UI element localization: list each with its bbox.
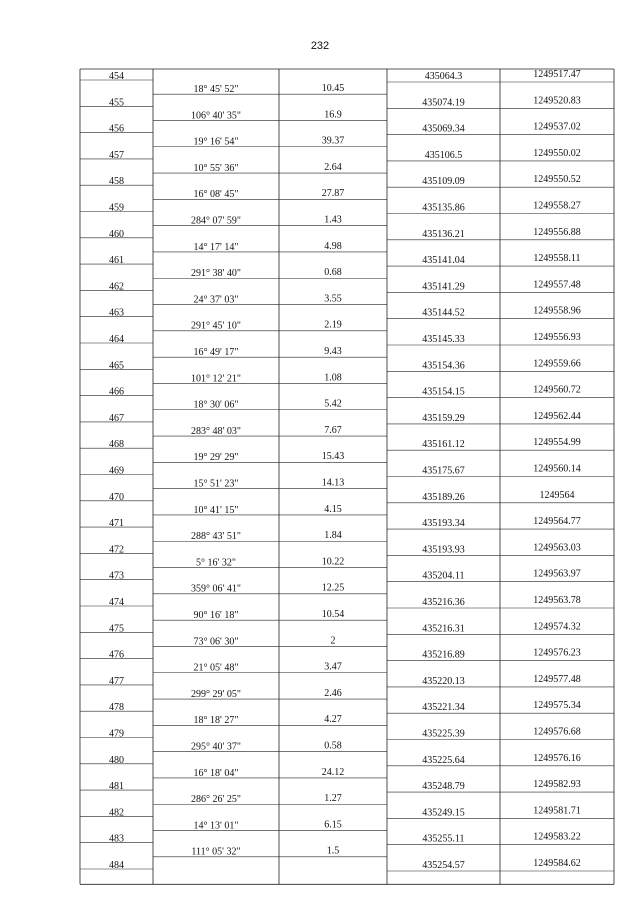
bearing-angle: 21° 05' 48" <box>193 662 239 674</box>
point-number: 484 <box>109 860 124 871</box>
bearing-angle: 295° 40' 37" <box>191 741 241 753</box>
segment-distance: 9.43 <box>324 346 342 357</box>
coordinate-y: 1249554.99 <box>533 437 581 449</box>
coordinate-y: 1249574.32 <box>533 621 581 633</box>
point-number: 457 <box>109 149 124 161</box>
point-number: 454 <box>109 71 124 82</box>
coordinate-x: 435064.3 <box>424 71 463 82</box>
coordinate-x: 435221.34 <box>422 702 465 714</box>
segment-distance: 4.15 <box>324 503 342 515</box>
coordinate-x: 435216.89 <box>422 649 465 661</box>
coordinate-x: 435109.09 <box>422 176 465 188</box>
bearing-angle: 101° 12' 21" <box>191 373 241 385</box>
point-number: 476 <box>109 649 124 661</box>
point-number: 472 <box>109 544 124 556</box>
coordinate-x: 435141.04 <box>422 255 465 267</box>
segment-distance: 3.47 <box>324 661 342 673</box>
coordinate-x: 435216.36 <box>422 597 465 608</box>
coordinate-x: 435154.15 <box>422 386 465 398</box>
point-number: 460 <box>109 228 124 240</box>
coordinate-y: 1249583.22 <box>533 831 581 843</box>
point-number: 480 <box>109 754 124 766</box>
coordinate-y: 1249584.62 <box>533 858 581 869</box>
bearing-angle: 19° 16' 54" <box>193 136 239 148</box>
segment-distance: 0.58 <box>324 740 342 752</box>
coordinate-x: 435074.19 <box>422 97 465 109</box>
coordinate-y: 1249576.16 <box>533 752 581 764</box>
segment-distance: 4.98 <box>324 240 342 252</box>
coordinate-y: 1249557.48 <box>533 279 581 291</box>
coordinate-x: 435144.52 <box>422 307 465 319</box>
segment-distance: 14.13 <box>321 477 345 489</box>
bearing-angle: 18° 30' 06" <box>193 399 239 411</box>
bearing-angle: 18° 18' 27" <box>193 715 239 727</box>
coordinate-x: 435175.67 <box>422 465 465 477</box>
coordinate-x: 435106.5 <box>424 149 463 161</box>
bearing-angle: 18° 45' 52" <box>193 84 239 95</box>
coordinate-y: 1249537.02 <box>533 121 581 133</box>
segment-distance: 4.27 <box>324 714 342 726</box>
segment-distance: 10.54 <box>321 609 345 620</box>
coordinate-y: 1249558.11 <box>533 253 581 265</box>
coordinate-x: 435141.29 <box>422 281 465 293</box>
point-number: 471 <box>109 518 124 530</box>
coordinate-y: 1249563.78 <box>533 595 581 606</box>
segment-distance: 1.43 <box>324 214 342 226</box>
bearing-angle: 10° 55' 36" <box>193 162 239 174</box>
point-number: 473 <box>109 570 124 582</box>
bearing-angle: 16° 49' 17" <box>193 347 239 358</box>
coordinate-x: 435135.86 <box>422 202 465 214</box>
coordinate-y: 1249550.52 <box>533 174 581 186</box>
coordinate-y: 1249563.97 <box>533 568 581 580</box>
bearing-angle: 16° 18' 04" <box>193 767 239 779</box>
bearing-angle: 291° 38' 40" <box>191 268 241 280</box>
point-number: 464 <box>109 334 124 345</box>
bearing-angle: 16° 08' 45" <box>193 189 239 201</box>
point-number: 463 <box>109 307 124 319</box>
coordinate-y: 1249520.83 <box>533 95 581 107</box>
coordinate-x: 435189.26 <box>422 491 465 503</box>
bearing-angle: 286° 26' 25" <box>191 794 241 806</box>
segment-distance: 2.64 <box>324 161 342 173</box>
point-number: 483 <box>109 833 124 845</box>
coordinate-x: 435225.39 <box>422 728 465 740</box>
segment-distance: 1.5 <box>326 845 340 857</box>
coordinate-y: 1249582.93 <box>533 779 581 791</box>
bearing-angle: 14° 17' 14" <box>193 241 239 253</box>
point-number: 459 <box>109 202 124 214</box>
coordinate-x: 435255.11 <box>422 833 465 845</box>
coordinate-x: 435136.21 <box>422 228 465 240</box>
coordinate-x: 435161.12 <box>422 439 465 451</box>
point-number: 477 <box>109 675 124 687</box>
point-number: 456 <box>109 123 124 135</box>
bearing-angle: 90° 16' 18" <box>193 610 239 621</box>
coordinate-y: 1249556.88 <box>533 226 581 238</box>
segment-distance: 10.45 <box>321 83 345 94</box>
coordinate-y: 1249559.66 <box>533 358 581 370</box>
segment-distance: 5.42 <box>324 398 342 410</box>
segment-distance: 1.84 <box>324 530 342 542</box>
segment-distance: 16.9 <box>324 109 342 121</box>
point-number: 474 <box>109 597 124 608</box>
bearing-angle: 24° 37' 03" <box>193 294 239 306</box>
coordinate-y: 1249558.96 <box>533 305 581 317</box>
coordinate-y: 1249576.68 <box>533 726 581 738</box>
coordinate-x: 435248.79 <box>422 781 465 793</box>
bearing-angle: 111° 05' 32" <box>191 846 241 858</box>
coordinate-x: 435216.31 <box>422 623 465 635</box>
point-number: 478 <box>109 702 124 714</box>
point-number: 481 <box>109 781 124 793</box>
point-number: 467 <box>109 412 124 424</box>
bearing-angle: 359° 06' 41" <box>191 583 241 595</box>
segment-distance: 6.15 <box>324 819 342 831</box>
segment-distance: 27.87 <box>321 188 345 200</box>
coordinate-x: 435225.64 <box>422 754 465 766</box>
bearing-angle: 284° 07' 59" <box>191 215 241 227</box>
segment-distance: 10.22 <box>321 556 345 568</box>
segment-distance: 3.55 <box>324 293 342 305</box>
coordinate-x: 435145.33 <box>422 334 465 345</box>
point-number: 458 <box>109 176 124 188</box>
coordinate-y: 1249560.72 <box>533 384 581 396</box>
bearing-angle: 291° 45' 10" <box>191 320 241 332</box>
coordinate-y: 1249562.44 <box>533 410 581 422</box>
segment-distance: 2 <box>330 635 336 647</box>
coordinate-x: 435193.34 <box>422 518 465 530</box>
bearing-angle: 106° 40' 35" <box>191 110 241 122</box>
coordinate-y: 1249577.48 <box>533 673 581 685</box>
point-number: 461 <box>109 255 124 267</box>
bearing-angle: 5° 16' 32" <box>196 557 236 569</box>
point-number: 479 <box>109 728 124 740</box>
point-number: 466 <box>109 386 124 398</box>
segment-distance: 24.12 <box>321 766 345 778</box>
coordinate-y: 1249564.77 <box>533 516 581 528</box>
coordinate-x: 435193.93 <box>422 544 465 556</box>
coordinate-y: 1249581.71 <box>533 805 581 817</box>
point-number: 465 <box>109 360 124 372</box>
bearing-angle: 10° 41' 15" <box>193 504 239 516</box>
segment-distance: 0.68 <box>324 267 342 279</box>
coordinate-y: 1249556.93 <box>533 332 581 343</box>
segment-distance: 1.08 <box>324 372 342 384</box>
point-number: 469 <box>109 465 124 477</box>
coordinate-y: 1249558.27 <box>533 200 581 212</box>
segment-distance: 2.46 <box>324 687 342 699</box>
bearing-angle: 299° 29' 05" <box>191 688 241 700</box>
bearing-angle: 288° 43' 51" <box>191 531 241 543</box>
segment-distance: 2.19 <box>324 319 342 331</box>
coordinate-x: 435204.11 <box>422 570 465 582</box>
bearing-angle: 15° 51' 23" <box>193 478 239 490</box>
coordinate-y: 1249560.14 <box>533 463 581 475</box>
point-number: 462 <box>109 281 124 293</box>
coordinate-x: 435249.15 <box>422 807 465 819</box>
bearing-angle: 19° 29' 29" <box>193 452 239 464</box>
segment-distance: 7.67 <box>324 424 342 436</box>
coordinate-y: 1249564 <box>539 489 575 501</box>
bearing-angle: 283° 48' 03" <box>191 425 241 437</box>
point-number: 455 <box>109 97 124 109</box>
segment-distance: 39.37 <box>321 135 345 147</box>
point-number: 468 <box>109 439 124 451</box>
coordinate-y: 1249563.03 <box>533 542 581 554</box>
coordinate-x: 435154.36 <box>422 360 465 372</box>
segment-distance: 1.27 <box>324 793 342 805</box>
segment-distance: 12.25 <box>321 582 345 594</box>
coordinate-x: 435254.57 <box>422 860 465 871</box>
coordinate-y: 1249550.02 <box>533 147 581 159</box>
coordinate-y: 1249576.23 <box>533 647 581 659</box>
point-number: 475 <box>109 623 124 635</box>
bearing-angle: 73° 06' 30" <box>193 636 239 648</box>
point-number: 470 <box>109 491 124 503</box>
coordinate-y: 1249575.34 <box>533 700 581 712</box>
segment-distance: 15.43 <box>321 451 345 463</box>
bearing-angle: 14° 13' 01" <box>193 820 239 832</box>
point-number: 482 <box>109 807 124 819</box>
coordinate-x: 435069.34 <box>422 123 465 135</box>
page-number: 232 <box>310 40 330 52</box>
coordinate-x: 435220.13 <box>422 675 465 687</box>
coordinate-y: 1249517.47 <box>533 69 581 80</box>
coordinate-x: 435159.29 <box>422 412 465 424</box>
